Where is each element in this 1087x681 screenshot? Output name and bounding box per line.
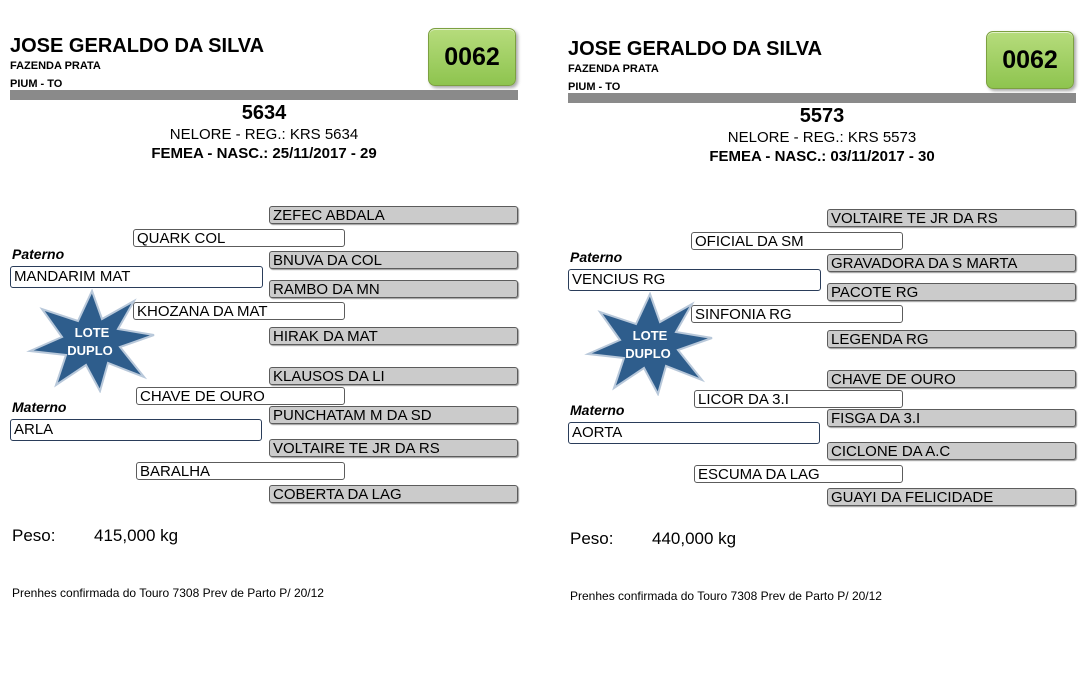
- badge-line-2: DUPLO: [625, 346, 671, 361]
- maternal-label: Materno: [12, 399, 67, 415]
- animal-tag: 5573: [799, 105, 845, 127]
- pedigree-dam-dam-sire: CICLONE DA A.C: [827, 442, 1076, 460]
- pedigree-dam-dam: BARALHA: [136, 462, 345, 480]
- pedigree-dam-sire-sire: CHAVE DE OURO: [827, 370, 1076, 388]
- city-name: PIUM - TO: [568, 81, 621, 93]
- pedigree-sire-dam-dam: LEGENDA RG: [827, 330, 1076, 348]
- owner-name: JOSE GERALDO DA SILVA: [568, 38, 823, 60]
- pedigree-sire-sire-sire: VOLTAIRE TE JR DA RS: [827, 209, 1076, 227]
- badge-line-2: DUPLO: [67, 343, 113, 358]
- city-name: PIUM - TO: [10, 78, 63, 90]
- header-divider: [568, 93, 1076, 103]
- pedigree-dam: AORTA: [568, 422, 820, 444]
- pedigree-dam-dam: ESCUMA DA LAG: [694, 465, 903, 483]
- weight-value: 440,000 kg: [652, 529, 737, 548]
- pedigree-dam-dam-sire: VOLTAIRE TE JR DA RS: [269, 439, 518, 457]
- pedigree-sire-dam-sire: PACOTE RG: [827, 283, 1076, 301]
- weight-label: Peso:: [12, 526, 56, 545]
- pedigree-sire-sire: QUARK COL: [133, 229, 345, 247]
- badge-line-1: LOTE: [74, 325, 110, 340]
- weight-value: 415,000 kg: [94, 526, 179, 545]
- lot-number-badge: 0062: [986, 31, 1074, 89]
- animal-card-5573: [568, 37, 1080, 657]
- pedigree-dam-sire-dam: FISGA DA 3.I: [827, 409, 1076, 427]
- farm-name: FAZENDA PRATA: [10, 60, 101, 72]
- pedigree-sire: MANDARIM MAT: [10, 266, 263, 288]
- pedigree-sire-sire: OFICIAL DA SM: [691, 232, 903, 250]
- pedigree-sire-dam-sire: RAMBO DA MN: [269, 280, 518, 298]
- pedigree-sire-sire-dam: BNUVA DA COL: [269, 251, 518, 269]
- farm-name: FAZENDA PRATA: [568, 63, 659, 75]
- paternal-label: Paterno: [570, 249, 623, 265]
- pedigree-sire-dam-dam: HIRAK DA MAT: [269, 327, 518, 345]
- pedigree-dam-sire: LICOR DA 3.I: [694, 390, 903, 408]
- pedigree-dam: ARLA: [10, 419, 262, 441]
- pedigree-sire-sire-sire: ZEFEC ABDALA: [269, 206, 518, 224]
- pedigree-sire-sire-dam: GRAVADORA DA S MARTA: [827, 254, 1076, 272]
- pedigree-sire-dam: SINFONIA RG: [691, 305, 903, 323]
- pedigree-dam-sire-dam: PUNCHATAM M DA SD: [269, 406, 518, 424]
- lote-duplo-star-badge: [584, 292, 716, 396]
- breed-registration: NELORE - REG.: KRS 5573: [727, 129, 917, 146]
- badge-line-1: LOTE: [632, 328, 668, 343]
- animal-card-5634: [10, 34, 522, 654]
- header-divider: [10, 90, 518, 100]
- pregnancy-note: Prenhes confirmada do Touro 7308 Prev de Parto P/ 20/12: [12, 586, 324, 600]
- maternal-label: Materno: [570, 402, 625, 418]
- pedigree-sire: VENCIUS RG: [568, 269, 821, 291]
- pedigree-dam-dam-dam: COBERTA DA LAG: [269, 485, 518, 503]
- breed-registration: NELORE - REG.: KRS 5634: [169, 126, 359, 143]
- sex-birth-date: FEMEA - NASC.: 25/11/2017 - 29: [151, 145, 377, 162]
- pedigree-dam-dam-dam: GUAYI DA FELICIDADE: [827, 488, 1076, 506]
- owner-name: JOSE GERALDO DA SILVA: [10, 35, 265, 57]
- weight-label: Peso:: [570, 529, 614, 548]
- sex-birth-date: FEMEA - NASC.: 03/11/2017 - 30: [709, 148, 935, 165]
- pregnancy-note: Prenhes confirmada do Touro 7308 Prev de Parto P/ 20/12: [570, 589, 882, 603]
- lot-number-badge: 0062: [428, 28, 516, 86]
- animal-tag: 5634: [241, 102, 287, 124]
- pedigree-dam-sire-sire: KLAUSOS DA LI: [269, 367, 518, 385]
- pedigree-sire-dam: KHOZANA DA MAT: [133, 302, 345, 320]
- paternal-label: Paterno: [12, 246, 65, 262]
- pedigree-dam-sire: CHAVE DE OURO: [136, 387, 345, 405]
- lote-duplo-star-badge: [26, 289, 158, 393]
